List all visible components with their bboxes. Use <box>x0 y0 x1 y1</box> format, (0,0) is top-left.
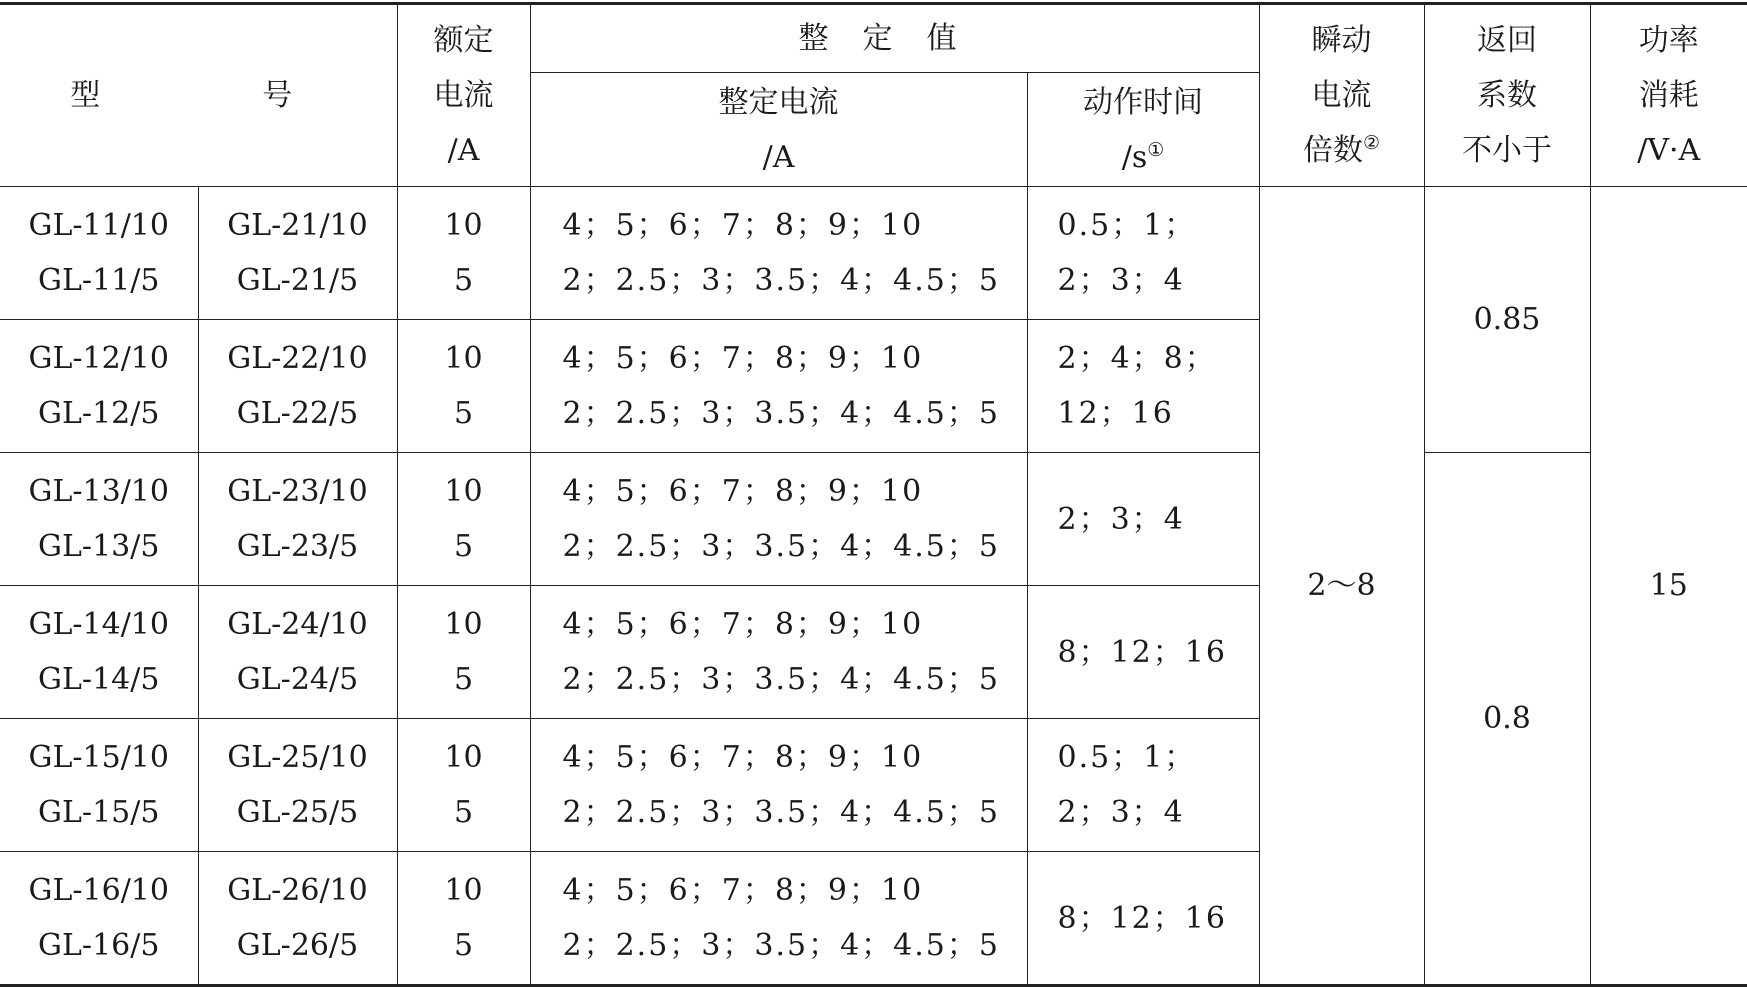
return-coef-value: 0.85 <box>1474 302 1541 337</box>
model-a-value: GL-16/10 <box>0 863 198 918</box>
model-b-value: GL-25/10 <box>199 730 397 785</box>
header-instant-current-line: 瞬动 <box>1260 13 1424 68</box>
header-model-label: 型 号 <box>70 78 326 113</box>
setting-value: 2；2.5；3；3.5；4；4.5；5 <box>563 652 1027 707</box>
relay-spec-table <box>0 2 1747 987</box>
rated-cell <box>397 320 530 453</box>
setting-cell <box>530 453 1027 586</box>
setting-value: 2；2.5；3；3.5；4；4.5；5 <box>563 386 1027 441</box>
rated-value: 10 <box>398 464 530 519</box>
header-action-time-line: /s <box>1122 140 1148 175</box>
model-a-value: GL-12/5 <box>0 386 198 441</box>
model-a-value: GL-11/10 <box>0 198 198 253</box>
setting-cell <box>530 586 1027 719</box>
setting-cell <box>530 852 1027 986</box>
header-setting-value-label: 整定值 <box>799 21 991 56</box>
header-model <box>0 4 397 187</box>
rated-cell <box>397 453 530 586</box>
rated-value: 5 <box>398 253 530 308</box>
header-return-coef-line: 系数 <box>1425 68 1590 123</box>
rated-value: 5 <box>398 785 530 840</box>
model-a-value: GL-12/10 <box>0 331 198 386</box>
model-b-value: GL-21/10 <box>199 198 397 253</box>
return-coef-value: 0.8 <box>1483 701 1531 736</box>
model-a-cell <box>0 719 198 852</box>
footnote-marker-1: ① <box>1147 139 1164 161</box>
header-setting-current-line: 整定电流 <box>531 75 1027 130</box>
time-value: 2；3；4 <box>1058 492 1259 547</box>
model-b-value: GL-23/10 <box>199 464 397 519</box>
time-value: 8；12；16 <box>1058 891 1259 946</box>
header-rated-current-line: 电流 <box>398 68 530 123</box>
model-b-cell <box>198 852 397 986</box>
model-b-cell <box>198 453 397 586</box>
setting-value: 4；5；6；7；8；9；10 <box>563 331 1027 386</box>
time-value: 0.5；1； <box>1058 730 1259 785</box>
setting-value: 4；5；6；7；8；9；10 <box>563 597 1027 652</box>
header-setting-current-line: /A <box>531 130 1027 185</box>
rated-cell <box>397 852 530 986</box>
model-a-value: GL-16/5 <box>0 918 198 973</box>
setting-value: 2；2.5；3；3.5；4；4.5；5 <box>563 918 1027 973</box>
model-a-value: GL-15/5 <box>0 785 198 840</box>
instant-multiple-cell <box>1259 187 1424 986</box>
model-b-value: GL-25/5 <box>199 785 397 840</box>
header-instant-current-line: 倍数 <box>1303 133 1363 168</box>
model-a-value: GL-14/10 <box>0 597 198 652</box>
rated-value: 5 <box>398 652 530 707</box>
header-action-time <box>1027 73 1259 187</box>
rated-value: 5 <box>398 386 530 441</box>
model-b-value: GL-21/5 <box>199 253 397 308</box>
header-instant-current-line: 电流 <box>1260 68 1424 123</box>
model-a-value: GL-15/10 <box>0 730 198 785</box>
return-coef-cell <box>1424 453 1590 986</box>
header-power-line: /V·A <box>1591 123 1747 178</box>
power-cell <box>1590 187 1747 986</box>
setting-value: 4；5；6；7；8；9；10 <box>563 730 1027 785</box>
model-b-value: GL-24/5 <box>199 652 397 707</box>
model-b-value: GL-26/10 <box>199 863 397 918</box>
header-rated-current <box>397 4 530 187</box>
time-cell <box>1027 187 1259 320</box>
rated-cell <box>397 719 530 852</box>
time-value: 2；3；4 <box>1058 785 1259 840</box>
time-cell <box>1027 852 1259 986</box>
setting-value: 2；2.5；3；3.5；4；4.5；5 <box>563 253 1027 308</box>
setting-cell <box>530 320 1027 453</box>
setting-value: 4；5；6；7；8；9；10 <box>563 863 1027 918</box>
rated-value: 5 <box>398 918 530 973</box>
time-value: 12；16 <box>1058 386 1259 441</box>
setting-value: 2；2.5；3；3.5；4；4.5；5 <box>563 519 1027 574</box>
power-value: 15 <box>1650 568 1688 603</box>
time-cell <box>1027 453 1259 586</box>
header-rated-current-line: /A <box>398 123 530 178</box>
model-a-value: GL-14/5 <box>0 652 198 707</box>
header-setting-value <box>530 4 1259 73</box>
rated-value: 10 <box>398 198 530 253</box>
return-coef-cell <box>1424 187 1590 453</box>
model-b-cell <box>198 719 397 852</box>
header-return-coef-line: 不小于 <box>1425 123 1590 178</box>
model-b-value: GL-22/10 <box>199 331 397 386</box>
setting-cell <box>530 187 1027 320</box>
setting-value: 2；2.5；3；3.5；4；4.5；5 <box>563 785 1027 840</box>
header-action-time-line: 动作时间 <box>1028 75 1259 130</box>
header-instant-current <box>1259 4 1424 187</box>
model-a-cell <box>0 586 198 719</box>
rated-value: 10 <box>398 597 530 652</box>
model-a-cell <box>0 852 198 986</box>
model-b-value: GL-24/10 <box>199 597 397 652</box>
model-a-value: GL-11/5 <box>0 253 198 308</box>
header-return-coef-line: 返回 <box>1425 13 1590 68</box>
model-a-cell <box>0 187 198 320</box>
time-value: 2；3；4 <box>1058 253 1259 308</box>
time-value: 8；12；16 <box>1058 625 1259 680</box>
header-power-line: 消耗 <box>1591 68 1747 123</box>
header-setting-current <box>530 73 1027 187</box>
model-b-cell <box>198 320 397 453</box>
model-a-cell <box>0 320 198 453</box>
header-rated-current-line: 额定 <box>398 13 530 68</box>
rated-value: 10 <box>398 730 530 785</box>
time-cell <box>1027 320 1259 453</box>
setting-cell <box>530 719 1027 852</box>
setting-value: 4；5；6；7；8；9；10 <box>563 464 1027 519</box>
header-power <box>1590 4 1747 187</box>
time-value: 0.5；1； <box>1058 198 1259 253</box>
header-return-coef <box>1424 4 1590 187</box>
footnote-marker-2: ② <box>1363 132 1380 154</box>
model-a-value: GL-13/5 <box>0 519 198 574</box>
time-cell <box>1027 719 1259 852</box>
rated-cell <box>397 187 530 320</box>
model-a-value: GL-13/10 <box>0 464 198 519</box>
time-value: 2；4；8； <box>1058 331 1259 386</box>
table-row <box>0 453 1747 586</box>
model-a-cell <box>0 453 198 586</box>
rated-value: 10 <box>398 863 530 918</box>
model-b-value: GL-26/5 <box>199 918 397 973</box>
header-power-line: 功率 <box>1591 13 1747 68</box>
model-b-value: GL-22/5 <box>199 386 397 441</box>
model-b-cell <box>198 187 397 320</box>
setting-value: 4；5；6；7；8；9；10 <box>563 198 1027 253</box>
model-b-cell <box>198 586 397 719</box>
table-row <box>0 187 1747 320</box>
rated-value: 5 <box>398 519 530 574</box>
rated-value: 10 <box>398 331 530 386</box>
instant-multiple-value: 2～8 <box>1307 568 1375 603</box>
rated-cell <box>397 586 530 719</box>
model-b-value: GL-23/5 <box>199 519 397 574</box>
time-cell <box>1027 586 1259 719</box>
